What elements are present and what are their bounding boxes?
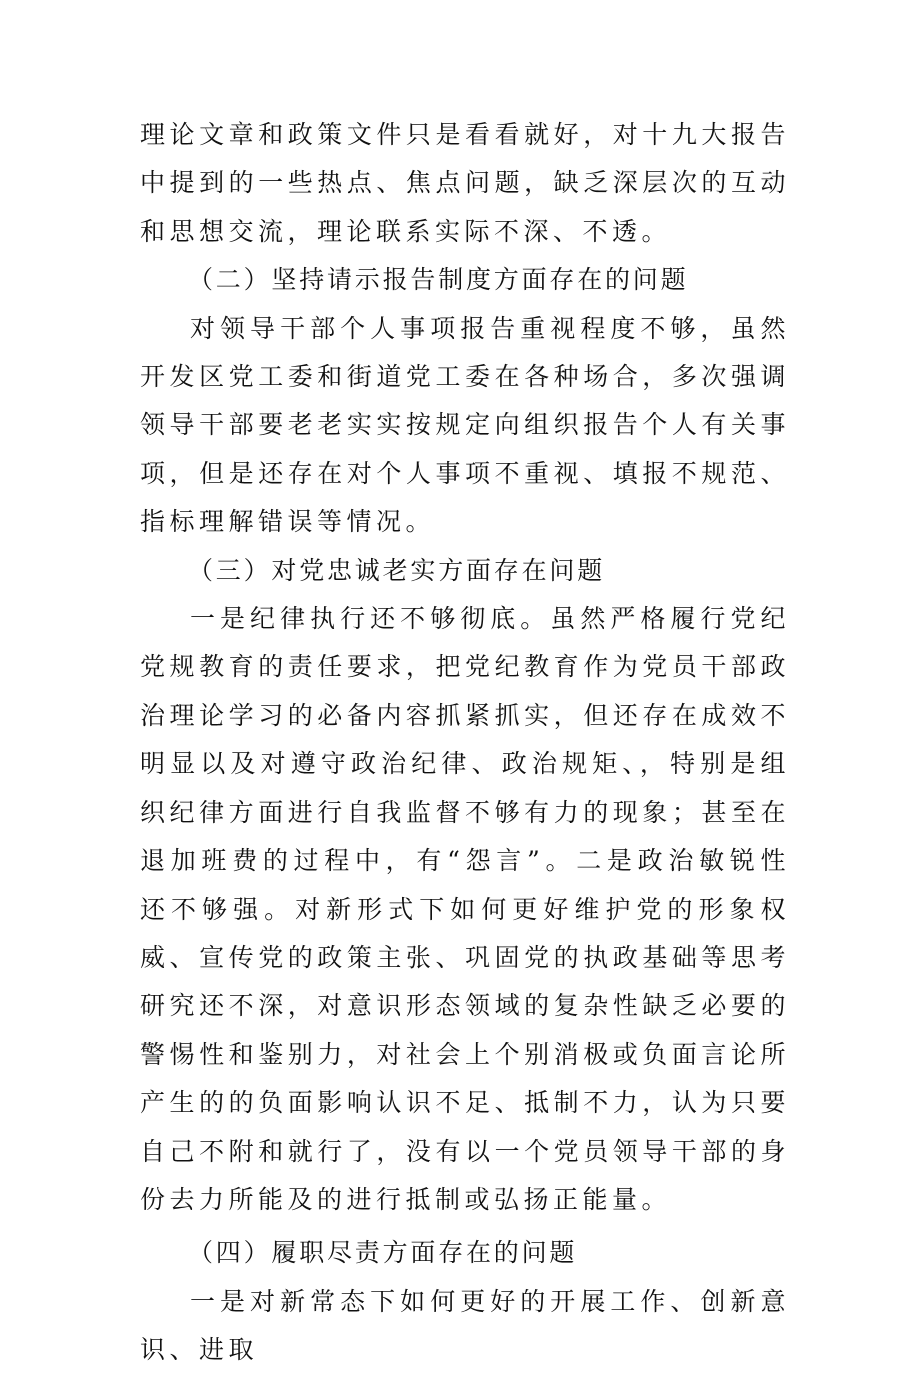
section-heading-3: （三）对党忠诚老实方面存在问题 [188, 555, 606, 585]
document-body [140, 111, 790, 1375]
paragraph-duty-performance: 一是对新常态下如何更好的开展工作、创新意识、进取 [140, 1286, 790, 1365]
paragraph-theory-continuation: 理论文章和政策文件只是看看就好，对十九大报告中提到的一些热点、焦点问题，缺乏深层次的互动和思想交流，理论联系实际不深、不透。 [140, 120, 790, 246]
paragraph-personal-matters-report: 对领导干部个人事项报告重视程度不够，虽然开发区党工委和街道党工委在各种场合，多次强调领导干部要老老实实按规定向组织报告个人有关事项，但是还存在对个人事项不重视、填报不规范、指标理解错误等情况。 [140, 313, 790, 537]
section-heading-2: （二）坚持请示报告制度方面存在的问题 [188, 265, 689, 295]
paragraph-loyalty-issues: 一是纪律执行还不够彻底。虽然严格履行党纪党规教育的责任要求，把党纪教育作为党员干部政治理论学习的必备内容抓紧抓实，但还存在成效不明显以及对遵守政治纪律、政治规矩、，特别是组织纪律方面进行自我监督不够有力的现象；甚至在退加班费的过程中，有“怨言”。二是政治敏锐性还不够强。对新形式下如何更好维护党的形象权威、宣传党的政策主张、巩固党的执政基础等思考研究还不深，对意识形态领域的复杂性缺乏必要的警惕性和鉴别力，对社会上个别消极或负面言论所产生的的负面影响认识不足、抵制不力，认为只要自己不附和就行了，没有以一个党员领导干部的身份去力所能及的进行抵制或弘扬正能量。 [140, 604, 790, 1214]
section-heading-4: （四）履职尽责方面存在的问题 [188, 1238, 578, 1268]
